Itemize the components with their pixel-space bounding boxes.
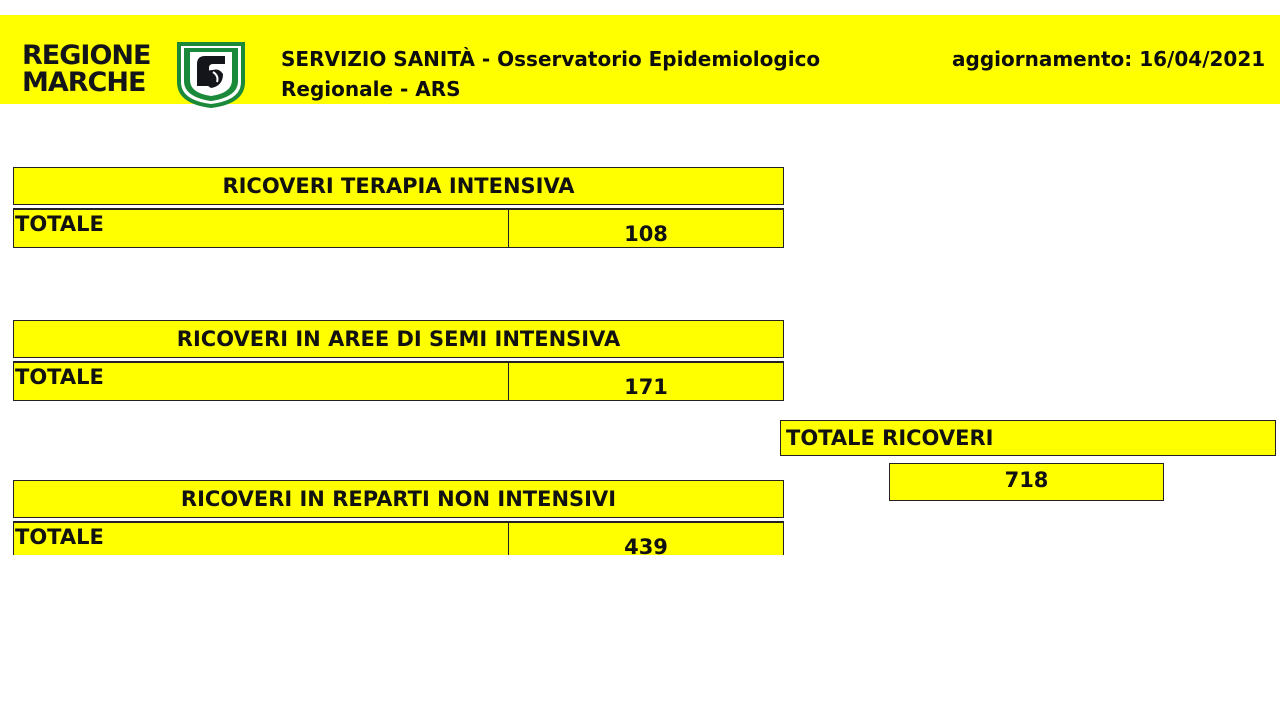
intensive-care-total-value: 108 [509, 210, 783, 247]
semi-intensive-total-value: 171 [509, 363, 783, 400]
service-title-line-2: Regionale - ARS [281, 77, 461, 101]
service-title-line-1: SERVIZIO SANITÀ - Osservatorio Epidemiologico [281, 47, 821, 71]
semi-intensive-box [13, 320, 784, 401]
total-admissions-value: 718 [889, 463, 1164, 501]
non-intensive-total-label: TOTALE [14, 523, 509, 555]
semi-intensive-total-row [13, 361, 784, 401]
regione-marche-emblem-icon [175, 42, 247, 108]
intensive-care-total-row [13, 208, 784, 248]
non-intensive-title: RICOVERI IN REPARTI NON INTENSIVI [13, 480, 784, 518]
regione-marche-logo [22, 42, 247, 110]
logo-wordmark [22, 42, 172, 96]
intensive-care-title: RICOVERI TERAPIA INTENSIVA [13, 167, 784, 205]
logo-line-2: MARCHE [22, 67, 146, 98]
non-intensive-total-row [13, 521, 784, 559]
logo-line-1: REGIONE [22, 40, 151, 71]
semi-intensive-title: RICOVERI IN AREE DI SEMI INTENSIVA [13, 320, 784, 358]
intensive-care-total-label: TOTALE [14, 210, 509, 247]
intensive-care-box [13, 167, 784, 248]
header-banner [0, 15, 1280, 104]
semi-intensive-total-label: TOTALE [14, 363, 509, 400]
non-intensive-total-value: 439 [509, 523, 783, 555]
update-date: aggiornamento: 16/04/2021 [952, 47, 1266, 71]
total-admissions-title: TOTALE RICOVERI [780, 420, 1276, 456]
service-title [281, 44, 881, 104]
non-intensive-box [13, 480, 784, 559]
